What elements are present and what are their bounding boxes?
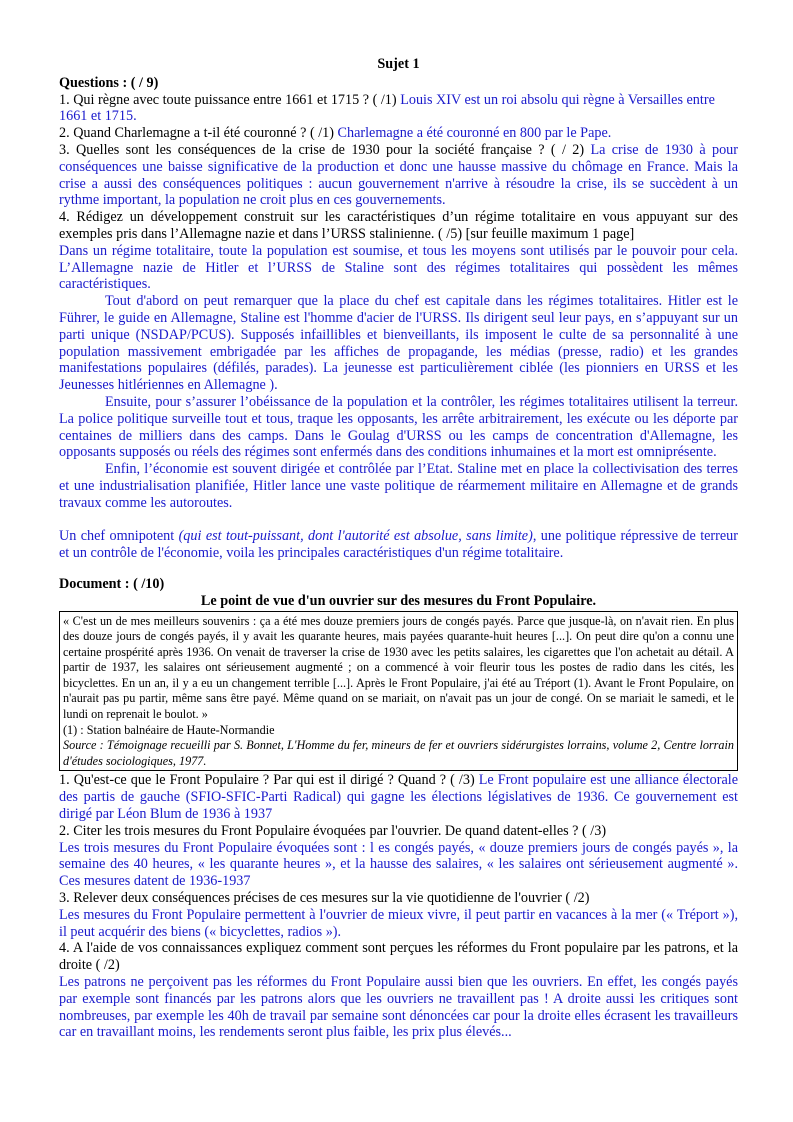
- essay-conclusion: [59, 528, 738, 562]
- question-3: [59, 142, 738, 209]
- document-footnote: (1) : Station balnéaire de Haute-Normandie: [63, 722, 275, 737]
- conclusion-start: Un chef omnipotent: [59, 528, 179, 545]
- question-text: 1. Qu'est-ce que le Front Populaire ? Par qui est il dirigé ? Quand ? ( /3): [59, 772, 479, 789]
- essay-paragraph-3: Enfin, l’économie est souvent dirigée et contrôlée par l’Etat. Staline met en place la collectivisation des terres et une industrialisation planifiée, Hitler lance une vaste politique de réarmement militaire en Allemagne et de grands travaux comme les autoroutes.: [59, 461, 738, 511]
- doc-question-2: [59, 823, 738, 840]
- question-2: [59, 125, 738, 142]
- answer-text: Louis XIV est un roi absolu qui règne à Versailles entre 1661 et 1715.: [59, 91, 715, 125]
- document-quote-box: [59, 611, 738, 772]
- doc-question-3: [59, 890, 738, 907]
- spacer: [59, 512, 738, 529]
- page-title: Sujet 1: [377, 56, 420, 72]
- document-page: [59, 56, 738, 1041]
- essay-paragraph-2: Ensuite, pour s’assurer l’obéissance de la population et la contrôler, les régimes totalitaires utilisent la terreur. La police politique surveille tout et tous, traque les opposants, les arrête arbitrairement, les exécute ou les déporte par centaines de milliers dans des camps. Dans le Goulag d'URSS ou les camps de concentration d'Allemagne, les opposants supposés ou réels des régimes sont enfermés dans des conditions inhumaines et la mort est omniprésente.: [59, 393, 738, 461]
- document-title: Le point de vue d'un ouvrier sur des mesures du Front Populaire.: [200, 592, 597, 609]
- conclusion-definition: (qui est tout-puissant, dont l'autorité est absolue, sans limite): [178, 528, 533, 545]
- doc-question-1: [59, 772, 738, 822]
- essay-paragraph-1: Tout d'abord on peut remarquer que la place du chef est capitale dans les régimes totalitaires. Hitler est le Führer, le guide en Allemagne, Staline est l'homme d'acier de l'URSS. Ils dirigent seul leur pays, en s’appuyant sur un parti unique (NSDAP/PCUS). Supposés infaillibles et bienveillants, ils imposent le culte de sa personnalité à une population massivement embrigadée par les affiches de propagande, les médias (presse, radio) et les grandes manifestations populaires (défilés, parades). La jeunesse est particulièrement ciblée (les pionniers en URSS et les Jeunesses hitlériennes en Allemagne ).: [59, 293, 738, 394]
- answer-text: Charlemagne a été couronné en 800 par le Pape.: [337, 125, 612, 142]
- question-text: 1. Qui règne avec toute puissance entre 1661 et 1715 ? ( /1): [59, 91, 401, 108]
- question-text: 4. Rédigez un développement construit sur les caractéristiques d’un régime totalitaire en vous appuyant sur des exemples pris dans l’Allemagne nazie et dans l’URSS stalinienne. ( /5) [sur feuille maximum 1 page]: [59, 209, 738, 242]
- document-source: Source : Témoignage recueilli par S. Bonnet, L'Homme du fer, mineurs de fer et ouvriers sidérurgistes lorrains, volume 2, Centre lorrain d'études sociologiques, 1977.: [63, 738, 734, 768]
- question-4: [59, 209, 738, 243]
- document-quote: « C'est un de mes meilleurs souvenirs : ça a été mes douze premiers jours de congés payés. Parce que jusque-là, on n'avait rien. En plus des douze jours de congés payés, il y avait les quarante heures, mais payées quarante-huit heures [...]. On peut dire qu'on a connu une certaine prospérité après 1936. On venait de traverser la crise de 1930 avec les petits salaires, les cigarettes que l'on achetait au détail. A partir de 1937, les salaires ont sérieusement augmenté ; on a commencé à voir fleurir tous les postes de radio dans les cités, les bicyclettes. En un an, il y a eu un changement terrible [...]. Après le Front Populaire, j'ai été au Tréport (1). Avant le Front Populaire, on n'aurait pas pu partir, même sans être payé. Même quand on se mariait, on n'avait pas un jour de congé. On se mariait le samedi, et le lundi on reprenait le boulot. »: [63, 613, 734, 722]
- spacer: [59, 562, 738, 576]
- doc-answer-4: Les patrons ne perçoivent pas les réformes du Front Populaire aussi bien que les ouvriers. En effet, les congés payés par exemple sont financés par les patrons alors que les ouvriers ne travaillent pas ! A droite aussi les critiques sont nombreuses, par exemple les 40h de travail par semaine sont dénoncées car pour la droite elles écrasent les travailleurs car en travaillant moins, les rendements seront plus faible, les prix plus élevés...: [59, 974, 738, 1041]
- answer-text: Le Front populaire est une alliance électorale des partis de gauche (SFIO-SFIC-Parti Radical) qui gagne les élections législatives de 1936. Ce gouvernement est dirigé par Léon Blum de 1936 à 1937: [59, 772, 738, 823]
- questions-header: Questions : ( / 9): [59, 74, 159, 91]
- conclusion-end: , une politique répressive de terreur et un contrôle de l'économie, voila les principales caractéristiques d'un régime totalitaire.: [59, 528, 738, 562]
- question-text: 3. Quelles sont les conséquences de la crise de 1930 pour la société française ? ( / 2): [59, 141, 591, 158]
- question-text: 2. Citer les trois mesures du Front Populaire évoquées par l'ouvrier. De quand datent-elles ? ( /3): [59, 822, 607, 839]
- doc-question-4: [59, 940, 738, 974]
- doc-answer-2: Les trois mesures du Front Populaire évoquées sont : l es congés payés, « douze premiers jours de congés payés », la semaine des 40 heures, « les quarante heures », et la hausse des salaires, « les salaires ont sérieusement augmenté ». Ces mesures datent de 1936-1937: [59, 839, 738, 890]
- question-1: [59, 92, 738, 126]
- question-text: 2. Quand Charlemagne a t-il été couronné ? ( /1): [59, 125, 338, 142]
- answer-text: La crise de 1930 à pour conséquences une baisse significative de la production et donc une hausse massive du chômage en France. Mais la crise a aussi des conséquences politiques : aucun gouvernement n'arrive à résoudre la crise, ils se succèdent à un rythme important, la population ne croit plus en ces gouvernements.: [59, 141, 738, 209]
- doc-answer-3: Les mesures du Front Populaire permettent à l'ouvrier de mieux vivre, il peut partir en vacances à la mer (« Tréport »), il peut acquérir des biens (« bicyclettes, radios »).: [59, 906, 738, 940]
- document-header: Document : ( /10): [59, 575, 165, 592]
- question-text: 3. Relever deux conséquences précises de ces mesures sur la vie quotidienne de l'ouvrier ( /2): [59, 890, 590, 907]
- essay-intro: Dans un régime totalitaire, toute la population est soumise, et tous les moyens sont utilisés par le pouvoir pour cela. L’Allemagne nazie de Hitler et l’URSS de Staline sont des régimes totalitaires qui possèdent les mêmes caractéristiques.: [59, 242, 738, 293]
- question-text: 4. A l'aide de vos connaissances expliquez comment sont perçues les réformes du Front populaire par les patrons, et la droite ( /2): [59, 940, 738, 974]
